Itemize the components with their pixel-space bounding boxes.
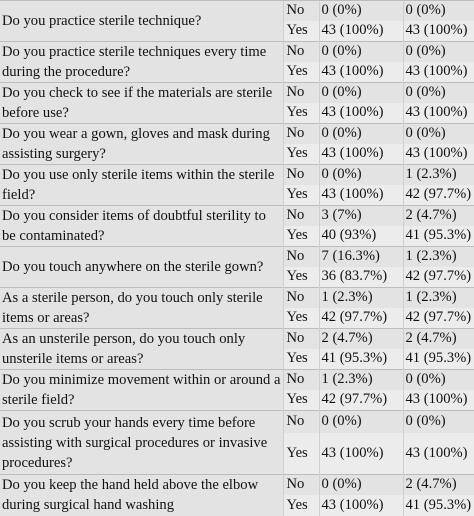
answer-label: No (283, 329, 319, 349)
table-row (0, 42, 474, 62)
table-row (0, 124, 474, 144)
value-cell-col1: 1 (2.3%) (319, 288, 403, 308)
value-cell-col1: 43 (100%) (319, 185, 403, 206)
value-cell-col2: 1 (2.3%) (403, 165, 474, 185)
answer-label: No (283, 475, 319, 495)
table-row (0, 247, 474, 267)
value-cell-col2: 41 (95.3%) (403, 349, 474, 370)
value-cell-col1: 0 (0%) (319, 475, 403, 495)
question-cell: As an unsterile person, do you touch only unsterile items or areas? (0, 329, 283, 370)
table-row (0, 329, 474, 349)
question-cell: Do you minimize movement within or around a sterile field? (0, 370, 283, 411)
value-cell-col2: 43 (100%) (403, 62, 474, 83)
value-cell-col1: 42 (97.7%) (319, 390, 403, 411)
value-cell-col1: 43 (100%) (319, 103, 403, 124)
table-row (0, 1, 474, 21)
value-cell-col1: 41 (95.3%) (319, 349, 403, 370)
value-cell-col1: 0 (0%) (319, 124, 403, 144)
question-cell: Do you touch anywhere on the sterile gown? (0, 247, 283, 288)
question-cell: Do you wear a gown, gloves and mask during assisting surgery? (0, 124, 283, 165)
value-cell-col1: 42 (97.7%) (319, 308, 403, 329)
answer-label: No (283, 370, 319, 390)
value-cell-col1: 0 (0%) (319, 83, 403, 103)
value-cell-col2: 41 (95.3%) (403, 226, 474, 247)
value-cell-col1: 43 (100%) (319, 62, 403, 83)
value-cell-col2: 2 (4.7%) (403, 475, 474, 495)
value-cell-col2: 2 (4.7%) (403, 329, 474, 349)
value-cell-col2: 2 (4.7%) (403, 206, 474, 226)
value-cell-col2: 0 (0%) (403, 411, 474, 433)
value-cell-col2: 43 (100%) (403, 390, 474, 411)
value-cell-col2: 43 (100%) (403, 21, 474, 42)
answer-label: No (283, 411, 319, 433)
value-cell-col1: 0 (0%) (319, 42, 403, 62)
question-cell: Do you consider items of doubtful sterility to be contaminated? (0, 206, 283, 247)
answer-label: Yes (283, 390, 319, 411)
question-cell: Do you practice sterile technique? (0, 1, 283, 42)
answer-label: No (283, 1, 319, 21)
value-cell-col1: 1 (2.3%) (319, 370, 403, 390)
answer-label: Yes (283, 495, 319, 516)
table-row (0, 411, 474, 433)
value-cell-col2: 42 (97.7%) (403, 308, 474, 329)
answer-label: Yes (283, 144, 319, 165)
value-cell-col1: 2 (4.7%) (319, 329, 403, 349)
answer-label: No (283, 165, 319, 185)
value-cell-col2: 1 (2.3%) (403, 288, 474, 308)
table-row (0, 165, 474, 185)
table-row (0, 475, 474, 495)
question-cell: Do you keep the hand held above the elbow during surgical hand washing (0, 475, 283, 516)
answer-label: Yes (283, 21, 319, 42)
value-cell-col2: 1 (2.3%) (403, 247, 474, 267)
table-row (0, 83, 474, 103)
answer-label: Yes (283, 433, 319, 475)
value-cell-col2: 41 (95.3%) (403, 495, 474, 516)
answer-label: Yes (283, 185, 319, 206)
value-cell-col1: 3 (7%) (319, 206, 403, 226)
answer-label: No (283, 247, 319, 267)
question-cell: Do you practice sterile techniques every time during the procedure? (0, 42, 283, 83)
value-cell-col2: 43 (100%) (403, 433, 474, 475)
question-cell: As a sterile person, do you touch only sterile items or areas? (0, 288, 283, 329)
value-cell-col1: 7 (16.3%) (319, 247, 403, 267)
value-cell-col1: 0 (0%) (319, 165, 403, 185)
answer-label: Yes (283, 103, 319, 124)
answer-label: Yes (283, 308, 319, 329)
value-cell-col2: 0 (0%) (403, 124, 474, 144)
answer-label: No (283, 206, 319, 226)
value-cell-col1: 0 (0%) (319, 411, 403, 433)
table-row (0, 206, 474, 226)
value-cell-col1: 36 (83.7%) (319, 267, 403, 288)
table-row (0, 370, 474, 390)
answer-label: Yes (283, 62, 319, 83)
value-cell-col1: 43 (100%) (319, 433, 403, 475)
value-cell-col2: 0 (0%) (403, 370, 474, 390)
value-cell-col1: 43 (100%) (319, 21, 403, 42)
value-cell-col2: 0 (0%) (403, 42, 474, 62)
value-cell-col2: 42 (97.7%) (403, 185, 474, 206)
value-cell-col2: 0 (0%) (403, 83, 474, 103)
answer-label: No (283, 83, 319, 103)
answer-label: Yes (283, 349, 319, 370)
answer-label: No (283, 42, 319, 62)
question-cell: Do you scrub your hands every time before assisting with surgical procedures or invasive procedures? (0, 411, 283, 475)
answer-label: No (283, 288, 319, 308)
value-cell-col1: 43 (100%) (319, 144, 403, 165)
value-cell-col1: 0 (0%) (319, 1, 403, 21)
answer-label: Yes (283, 226, 319, 247)
question-cell: Do you check to see if the materials are sterile before use? (0, 83, 283, 124)
value-cell-col1: 40 (93%) (319, 226, 403, 247)
value-cell-col2: 43 (100%) (403, 103, 474, 124)
survey-table-body (0, 1, 474, 516)
value-cell-col2: 0 (0%) (403, 1, 474, 21)
value-cell-col2: 43 (100%) (403, 144, 474, 165)
table-row (0, 288, 474, 308)
question-cell: Do you use only sterile items within the sterile field? (0, 165, 283, 206)
answer-label: No (283, 124, 319, 144)
value-cell-col2: 42 (97.7%) (403, 267, 474, 288)
value-cell-col1: 43 (100%) (319, 495, 403, 516)
answer-label: Yes (283, 267, 319, 288)
